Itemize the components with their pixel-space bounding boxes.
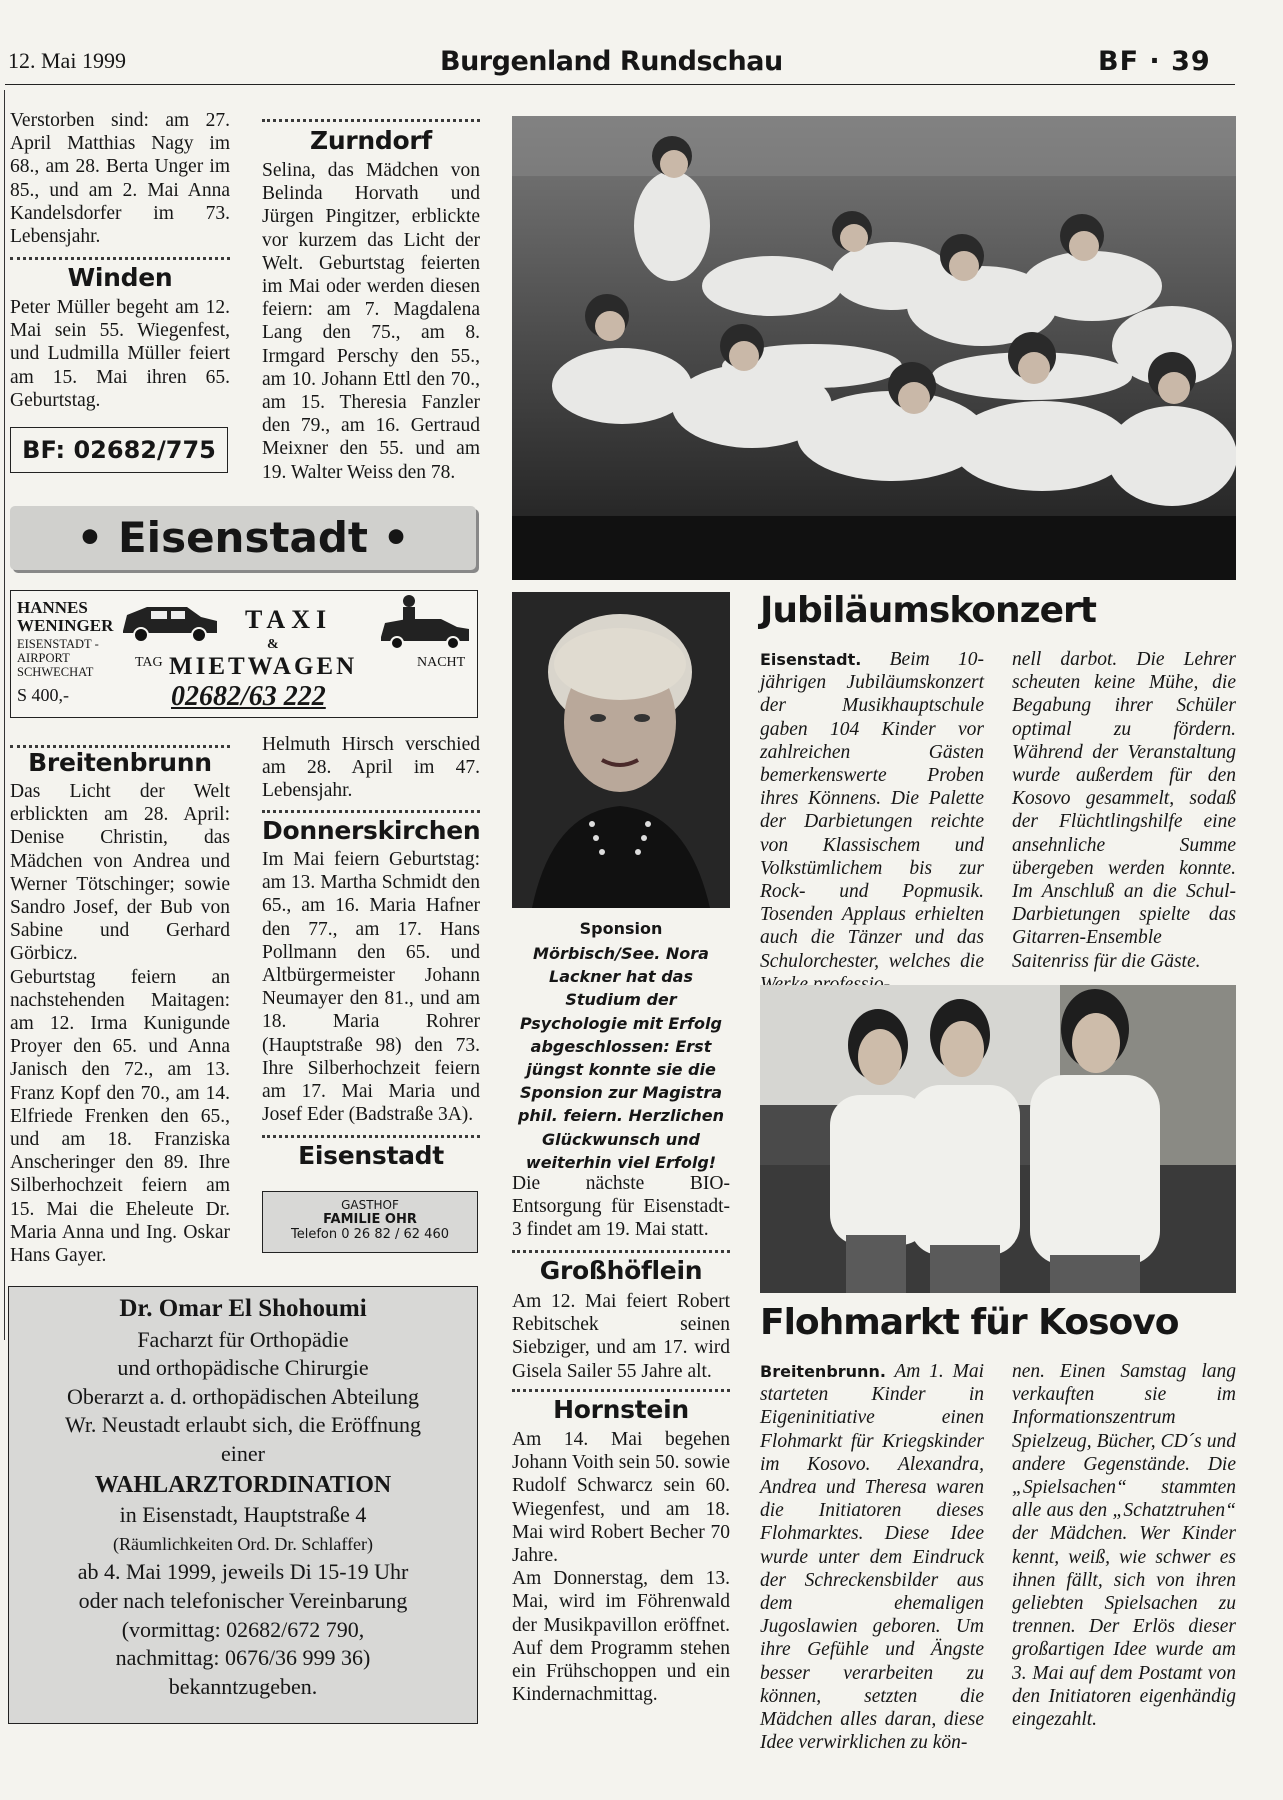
doctor-line: und orthopädische Chirurgie [117,1355,369,1381]
doctor-line: Oberarzt a. d. orthopädischen Abteilung [67,1383,419,1409]
jubilaeumskonzert-heading: Jubiläumskonzert [760,590,1097,631]
flohmarkt-lead: Breitenbrunn. [760,1362,886,1381]
doctor-ad-content [9,1287,477,1701]
doctor-line: Wr. Neustadt erlaubt sich, die Eröffnung [64,1412,422,1438]
verstorben-text: Verstorben sind: am 27. April Matthias Nagy im 68., am 28. Berta Unger im 85., und am 2. Mai Anna Kandelsdorfer im 73. Lebensjahr. [10,110,230,248]
taxi-word: TAXI [245,605,333,634]
flohmarkt-photo [760,985,1236,1293]
bf-phone: BF: 02682/775 [22,436,216,464]
doctor-name: Dr. Omar El Shohoumi [119,1295,367,1322]
divider [262,810,480,813]
doctor-line: in Eisenstadt, Hauptstraße 4 [119,1502,367,1528]
doctor-line: bekanntzugeben. [168,1673,318,1699]
doctor-line: ab 4. Mai 1999, jeweils Di 15-19 Uhr [77,1559,409,1585]
flohmarkt-col-b: nen. Einen Samstag lang verkauften sie im Informationszentrum Spielzeug, Bücher, CD´s und andere Gegenstände. Die „Spielsachen“ stammten alle aus den „Schatztruhen“ der Mädchen. Wer Kinder kennt, weiß, wie schwer es ihnen fällt, sich von ihren geliebten Spielsachen zu trennen. Der Erlös dieser großartigen Idee wurde am 3. Mai auf dem Postamt von den Initiatoren eigenhändig eingezahlt. [1012,1361,1236,1731]
flohmarkt-heading: Flohmarkt für Kosovo [760,1302,1179,1343]
portrait-photo [512,592,730,908]
breitenbrunn-birthdays: Geburtstag feiern an nachstehenden Maitagen: am 12. Irma Kunigunde Proyer den 65. und Anna Janisch den 72., am 13. Franz Kopf den 70., am 14. Elfriede Frenken den 65., und am 18. Franziska Anscheringer den 89. Ihre Silberhochzeit feiern am 15. Mai die Eheleute Dr. Maria Anna und Ing. Oskar Hans Gayer. [10,966,230,1267]
gasthof-ad [262,1191,478,1253]
dance-photo-image [512,116,1236,580]
taxi-ad-locations: EISENSTADT - AIRPORT SCHWECHAT [17,637,99,679]
sponsion-heading: Sponsion [579,919,663,938]
doctor-wahlarzt: WAHLARZTORDINATION [94,1471,392,1498]
header-date: 12. Mai 1999 [8,48,126,73]
divider [262,119,480,122]
header-title: Burgenland Rundschau [440,46,783,77]
dance-photo [512,116,1236,580]
breitenbrunn-text [10,780,230,1267]
hornstein-heading: Hornstein [553,1395,689,1424]
limousine-icon [377,593,473,651]
eisenstadt-banner-text: • Eisenstadt • [76,513,410,562]
zurndorf-text: Selina, das Mädchen von Belinda Horvath und Jürgen Pingitzer, erblickte vor kurzem das Licht der Welt. Geburtstag feierten im Mai oder werden diesen feiern: am 7. Magdalena Lang den 75., am 8. Irmgard Perschy den 55., am 10. Johann Ettl den 70., am 15. Theresia Fanzler den 79., am 16. Gertraud Meixner den 55. und am 19. Walter Weiss den 78. [262,160,480,483]
gasthof-label: GASTHOF [341,1198,399,1212]
bio-text: Die nächste BIO-Entsorgung für Eisenstadt-3 findet am 19. Mai statt. [512,1173,730,1241]
jubilaeum-text-a: Beim 10-jährigen Jubiläumskonzert der Musikhauptschule gaben 104 Kinder vor zahlreichen Gästen bemerkenswerte Proben ihres Könnens. Die Palette der Darbietungen reichte von Klassischem und Volkstümlichem bis zur Rock- und Popmusik. Tosenden Applaus erhielten auch die Tänzer und das Schulorchester, welches die [760,649,985,972]
taxi-ad-price: S 400,- [17,685,70,705]
taxi-mietwagen: MIETWAGEN [169,653,358,680]
doctor-ad [8,1286,478,1724]
doctor-line: Facharzt für Orthopädie [137,1326,349,1352]
zurndorf-heading: Zurndorf [310,126,432,155]
taxi-ampersand: & [267,637,279,652]
doctor-line: (vormittag: 02682/672 790, [121,1616,365,1642]
header-page-number: BF · 39 [1098,46,1211,77]
jubilaeum-col-b: nell darbot. Die Lehrer scheuten keine Mühe, die Begabung ihrer Schüler optimal zu fördern. Während der Veranstaltung wurde außerdem für den Kosovo gesammelt, sodaß der Flüchtlingshilfe eine ansehnliche Summe übergeben werden konnte. Im Anschluß an die Schul-Darbietungen spielte das Gitarren-Ensemble Saitenriss für die Gäste. [1012,649,1236,972]
donnerskirchen-heading: Donnerskirchen [262,816,481,845]
breitenbrunn-heading: Breitenbrunn [28,748,212,777]
grosshoeflein-heading: Großhöflein [539,1256,703,1285]
left-edge-rule [4,90,5,1340]
winden-text: Peter Müller begeht am 12. Mai sein 55. Wiegenfest, und Ludmilla Müller feiert am 15. Mai ihren 65. Geburtstag. [10,297,230,411]
jubilaeum-lead: Eisenstadt. [760,650,862,669]
eisenstadt-banner [10,506,476,570]
hornstein-pavillon: Am Donnerstag, dem 13. Mai, wird im Föhrenwald der Musikpavillon eröffnet. Auf dem Programm stehen ein Frühschoppen und ein Kindernachmittag. [512,1568,730,1706]
taxi-ad [10,590,478,718]
gasthof-name: FAMILIE OHR [323,1212,417,1227]
flohmarkt-image [760,985,1236,1293]
bf-phone-box [10,427,228,473]
grosshoeflein-text: Am 12. Mai feiert Robert Rebitschek seinen Siebziger, und am 17. wird Gisela Sailer 55 Jahre alt. [512,1291,730,1382]
flohmarkt-text-a: Am 1. Mai starteten Kinder in Eigeninitiative einen Flohmarkt für Kriegskinder im Kosovo. Alexandra, Andrea und Theresa waren die Initiatoren dieses Flohmarktes. Diese Idee wurde unter dem Eindruck der Schreckensbilder aus dem ehemaligen Jugoslawien geboren. Um ihre Gefühle und Ängste besser verarbeiten zu können, setzten die Mädchen alles daran, diese Idee verwirklichen zu kön- [760,1361,984,1754]
divider [512,1250,730,1253]
divider [10,257,230,260]
doctor-line: nachmittag: 0676/36 999 36) [115,1645,371,1671]
hornstein-birthdays: Am 14. Mai begehen Johann Voith sein 50. sowie Rudolf Schwarcz sein 60. Wiegenfest, und am 18. Mai wird Robert Becher 70 Jahre. [512,1429,730,1567]
breitenbrunn-births: Das Licht der Welt erblickten am 28. April: Denise Christin, das Mädchen von Andrea und Werner Tötschinger; sowie Sandro Josef, der Bub von Sabine und Gerhard Görbicz. [10,781,230,965]
flohmarkt-col-a [760,1360,984,1754]
taxi-nacht: NACHT [417,655,466,670]
portrait-image [512,592,730,908]
sponsion-text: Mörbisch/See. Nora Lackner hat das Studium der Psychologie mit Erfolg abgeschlossen: Erst jüngst konnte sie die Sponsion zur Magistra phil. feiern. Herzlichen Glückwunsch und weiterhin viel Erfolg! [517,944,725,1172]
jubilaeum-col-a [760,648,984,996]
hirsch-text: Helmuth Hirsch verschied am 28. April im 47. Lebensjahr. [262,734,480,802]
donnerskirchen-text: Im Mai feiern Geburtstag: am 13. Martha Schmidt den 65., am 16. Maria Hafner den 77., am 17. Hans Pollmann den 65. und Altbürgermeister Johann Neumayer den 81., und am 18. Maria Rohrer (Hauptstraße 98) den 73. Ihre Silberhochzeit feiern am 17. Mai Maria und Josef Eder (Badstraße 3A). [262,849,480,1126]
taxi-tag: TAG [135,655,163,670]
divider [262,1135,480,1138]
gasthof-phone: Telefon 0 26 82 / 62 460 [291,1227,449,1242]
header-rule [5,84,1235,85]
divider [512,1389,730,1392]
doctor-line: einer [221,1440,265,1466]
hornstein-text [512,1428,730,1706]
eisenstadt-heading: Eisenstadt [298,1141,444,1170]
car-icon [117,597,221,643]
taxi-ad-name: HANNES WENINGER [17,598,114,635]
winden-heading: Winden [67,263,173,292]
doctor-line: oder nach telefonischer Vereinbarung [78,1587,408,1613]
doctor-line: (Räumlichkeiten Ord. Dr. Schlaffer) [112,1533,374,1554]
taxi-phone: 02682/63 222 [171,681,326,712]
